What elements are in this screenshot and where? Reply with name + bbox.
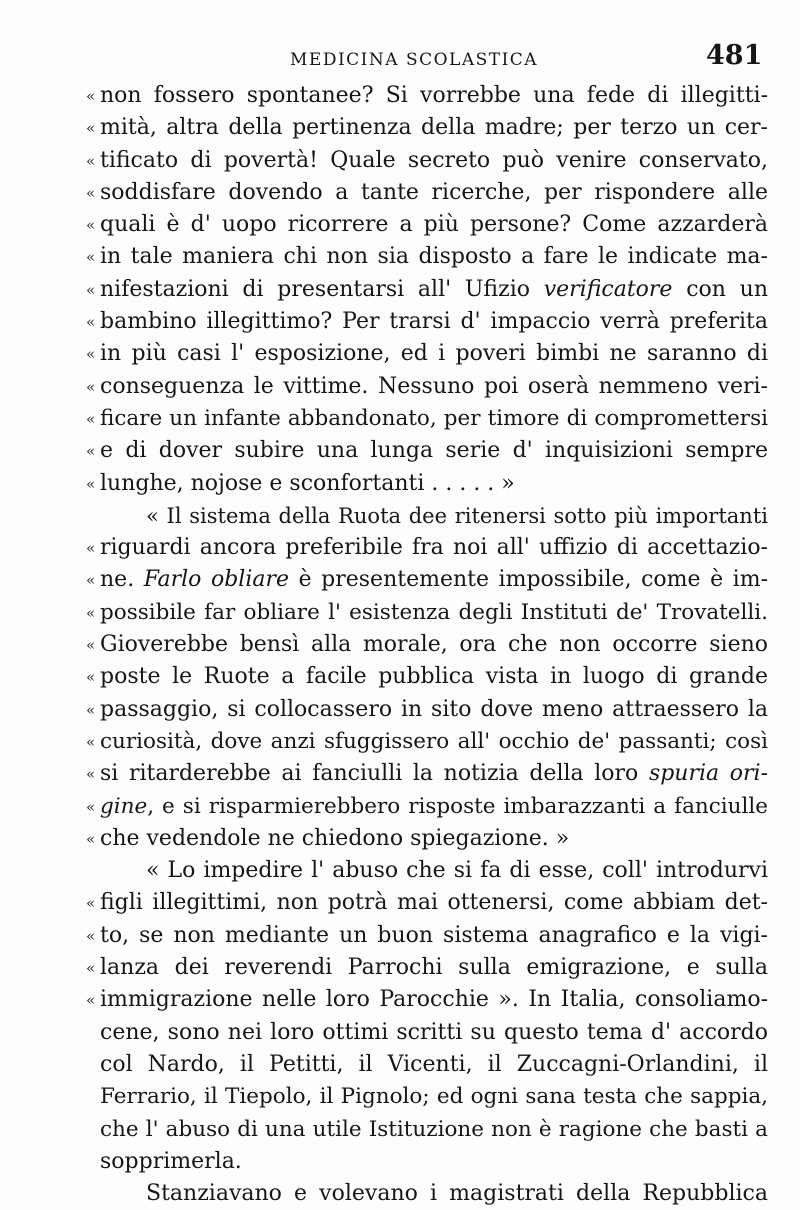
quote-mark: « xyxy=(86,151,96,170)
text-line xyxy=(86,984,768,1016)
line-text: Stanziavano e volevano i magistrati della Repubblica xyxy=(146,1181,768,1207)
text-line xyxy=(86,435,768,467)
quote-mark: « xyxy=(86,894,96,913)
text-line xyxy=(86,468,768,500)
line-text: cene, sono nei loro ottimi scritti su questo tema d' accordo xyxy=(100,1019,768,1045)
quote-mark: « xyxy=(86,248,96,267)
line-text: tificato di povertà! Quale secreto può venire conservato, xyxy=(100,147,768,173)
text-line xyxy=(100,1178,768,1210)
text-line xyxy=(86,371,768,403)
line-text: immigrazione nelle loro Parocchie ». In Italia, consoliamo- xyxy=(100,987,768,1013)
line-text: poste le Ruote a facile pubblica vista in luogo di grande xyxy=(100,664,768,690)
text-line xyxy=(86,112,768,144)
line-text: soddisfare dovendo a tante ricerche, per rispondere alle xyxy=(100,179,768,205)
quote-mark: « xyxy=(86,765,96,784)
italic-text: Farlo obliare xyxy=(143,567,290,593)
line-text: quali è d' uopo ricorrere a più persone? Come azzarderà xyxy=(100,212,768,238)
quote-mark: « xyxy=(86,377,96,396)
text-line xyxy=(86,241,768,273)
line-text: « Lo impedire l' abuso che si fa di esse, coll' introdurvi xyxy=(146,858,768,884)
line-text: « Il sistema della Ruota dee ritenersi sotto più importanti xyxy=(146,503,768,528)
text-line xyxy=(86,920,768,952)
line-text: lanza dei reverendi Parrochi sulla emigrazione, e sulla xyxy=(100,955,768,981)
text-line xyxy=(86,177,768,209)
line-text: sopprimerla. xyxy=(100,1148,242,1174)
text-line xyxy=(86,758,769,790)
text-line xyxy=(86,564,769,596)
text-line xyxy=(100,1114,768,1146)
quote-mark: « xyxy=(86,603,96,622)
italic-text: spuria ori- xyxy=(648,761,769,787)
quote-mark: « xyxy=(86,442,96,461)
line-text: con un xyxy=(672,276,768,302)
text-line xyxy=(86,887,768,919)
line-text: passaggio, si collocassero in sito dove meno attraessero la xyxy=(100,696,768,722)
quote-mark: « xyxy=(86,959,96,978)
text-line xyxy=(86,597,768,629)
page-header xyxy=(0,40,800,80)
line-text: curiosità, dove anzi sfuggissero all' occhio de' passanti; così xyxy=(100,728,768,754)
italic-text: gine xyxy=(100,793,148,819)
text-line xyxy=(86,338,768,370)
italic-text: verificatore xyxy=(543,276,673,302)
line-text: Gioverebbe bensì alla morale, ora che non occorre sieno xyxy=(100,632,768,658)
quote-mark: « xyxy=(86,474,96,493)
text-line xyxy=(86,306,768,338)
text-line xyxy=(86,952,768,984)
text-line xyxy=(100,1146,768,1178)
text-line xyxy=(86,209,768,241)
line-text: mità, altra della pertinenza della madre; per terzo un cer- xyxy=(100,115,768,141)
line-text: che l' abuso di una utile Istituzione non è ragione che basti a xyxy=(100,1116,768,1142)
line-text: conseguenza le vittime. Nessuno poi oserà nemmeno veri- xyxy=(100,373,768,399)
line-text: , e si risparmierebbero risposte imbarazzanti a fanciulle xyxy=(147,793,768,819)
quote-mark: « xyxy=(86,539,96,558)
line-text: Ferrario, il Tiepolo, il Pignolo; ed ogni sana testa che sappia, xyxy=(100,1084,768,1110)
line-text: in tale maniera chi non sia disposto a fare le indicate ma- xyxy=(100,244,768,270)
quote-mark: « xyxy=(86,313,96,332)
text-line xyxy=(100,855,768,887)
quote-mark: « xyxy=(86,732,96,751)
line-text: to, se non mediante un buon sistema anagrafico e la vigi- xyxy=(100,922,768,948)
quote-mark: « xyxy=(86,119,96,138)
line-text: si ritarderebbe ai fanciulli la notizia della loro xyxy=(100,761,649,787)
line-text: ne. xyxy=(100,567,144,593)
text-line xyxy=(86,403,768,435)
text-line xyxy=(86,145,768,177)
page-number: 481 xyxy=(706,40,763,71)
quote-mark: « xyxy=(86,571,96,590)
line-text: riguardi ancora preferibile fra noi all' uffizio di accettazio- xyxy=(100,535,768,561)
quote-mark: « xyxy=(86,345,96,364)
quote-mark: « xyxy=(86,183,96,202)
line-text: ficare un infante abbandonato, per timore di compromettersi xyxy=(100,405,768,431)
quote-mark: « xyxy=(86,797,96,816)
line-text: in più casi l' esposizione, ed i poveri bimbi ne saranno di xyxy=(100,341,768,367)
text-line xyxy=(86,532,768,564)
text-line xyxy=(86,694,768,726)
quote-mark: « xyxy=(86,409,96,428)
text-line xyxy=(100,1081,768,1113)
line-text: possibile far obliare l' esistenza degli Instituti de' Trovatelli. xyxy=(100,599,768,625)
line-text: che vedendole ne chiedono spiegazione. » xyxy=(100,825,570,851)
line-text: lunghe, nojose e sconfortanti . . . . . » xyxy=(100,470,515,496)
quote-mark: « xyxy=(86,926,96,945)
quote-mark: « xyxy=(86,991,96,1010)
line-text: non fossero spontanee? Si vorrebbe una fede di illegitti- xyxy=(100,83,768,108)
text-line xyxy=(86,726,768,758)
text-line xyxy=(100,500,768,532)
text-line xyxy=(86,661,768,693)
quote-mark: « xyxy=(86,280,96,299)
line-text: bambino illegittimo? Per trarsi d' impaccio verrà preferita xyxy=(100,309,768,335)
quote-mark: « xyxy=(86,636,96,655)
text-line xyxy=(86,791,768,823)
text-line xyxy=(100,1017,768,1049)
line-text: col Nardo, il Petitti, il Vicenti, il Zuccagni-Orlandini, il xyxy=(100,1051,768,1077)
text-line xyxy=(86,274,768,306)
text-line xyxy=(86,823,768,855)
line-text: nifestazioni di presentarsi all' Ufizio xyxy=(100,276,544,302)
quote-mark: « xyxy=(86,829,96,848)
text-line xyxy=(100,1049,768,1081)
line-text: è presentemente impossibile, come è im- xyxy=(289,567,769,593)
quote-mark: « xyxy=(86,700,96,719)
running-title: MEDICINA SCOLASTICA xyxy=(290,50,539,70)
line-text: e di dover subire una lunga serie d' inquisizioni sempre xyxy=(100,438,768,464)
quote-mark: « xyxy=(86,668,96,687)
quote-mark: « xyxy=(86,216,96,235)
text-line xyxy=(86,629,768,661)
text-line xyxy=(86,80,768,112)
line-text: figli illegittimi, non potrà mai ottenersi, come abbiam det- xyxy=(100,890,768,916)
body-text xyxy=(86,80,769,1210)
quote-mark: « xyxy=(86,87,96,105)
